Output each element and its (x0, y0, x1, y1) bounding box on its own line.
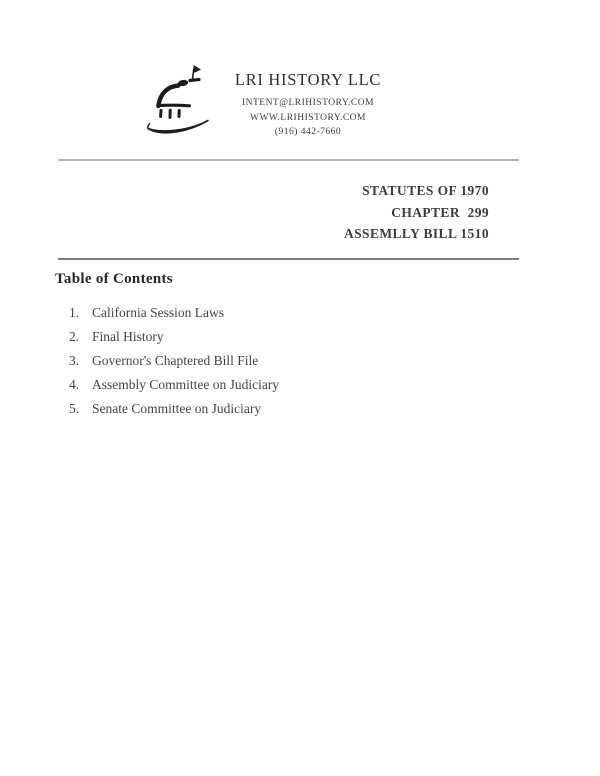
toc-item (69, 378, 279, 392)
bill-line: ASSEMLLY BILL 1510 (343, 226, 489, 241)
toc-item-label: Governor's Chaptered Bill File (92, 353, 259, 368)
chapter-line: CHAPTER 299 (391, 204, 489, 220)
toc-item-number: 4. (69, 377, 80, 392)
toc-item (69, 402, 279, 416)
divider-top (58, 159, 519, 161)
toc-item-number: 5. (69, 401, 80, 416)
toc-item (69, 354, 279, 368)
toc-item-number: 2. (69, 329, 80, 344)
toc-list (69, 306, 279, 426)
divider-bottom (58, 258, 519, 260)
capitol-dome-logo-icon (146, 63, 210, 137)
statutes-line: STATUTES OF 1970 (362, 183, 489, 198)
company-name: LRI HISTORY LLC (234, 70, 382, 89)
toc-item-label: California Session Laws (92, 305, 224, 320)
toc-item-label: Final History (92, 329, 164, 344)
email-text: INTENT@LRIHISTORY.COM (241, 98, 375, 108)
toc-item-number: 1. (69, 305, 80, 320)
toc-title: Table of Contents (55, 271, 173, 287)
toc-item (69, 330, 279, 344)
toc-item-label: Assembly Committee on Judiciary (92, 377, 280, 392)
phone-text: (916) 442-7660 (274, 127, 342, 137)
letterhead-contact (222, 70, 394, 140)
bill-reference-block (344, 180, 489, 245)
website-text: WWW.LRIHISTORY.COM (250, 112, 366, 123)
toc-item-number: 3. (69, 353, 80, 368)
toc-item-label: Senate Committee on Judiciary (92, 401, 262, 416)
toc-item (69, 306, 279, 320)
